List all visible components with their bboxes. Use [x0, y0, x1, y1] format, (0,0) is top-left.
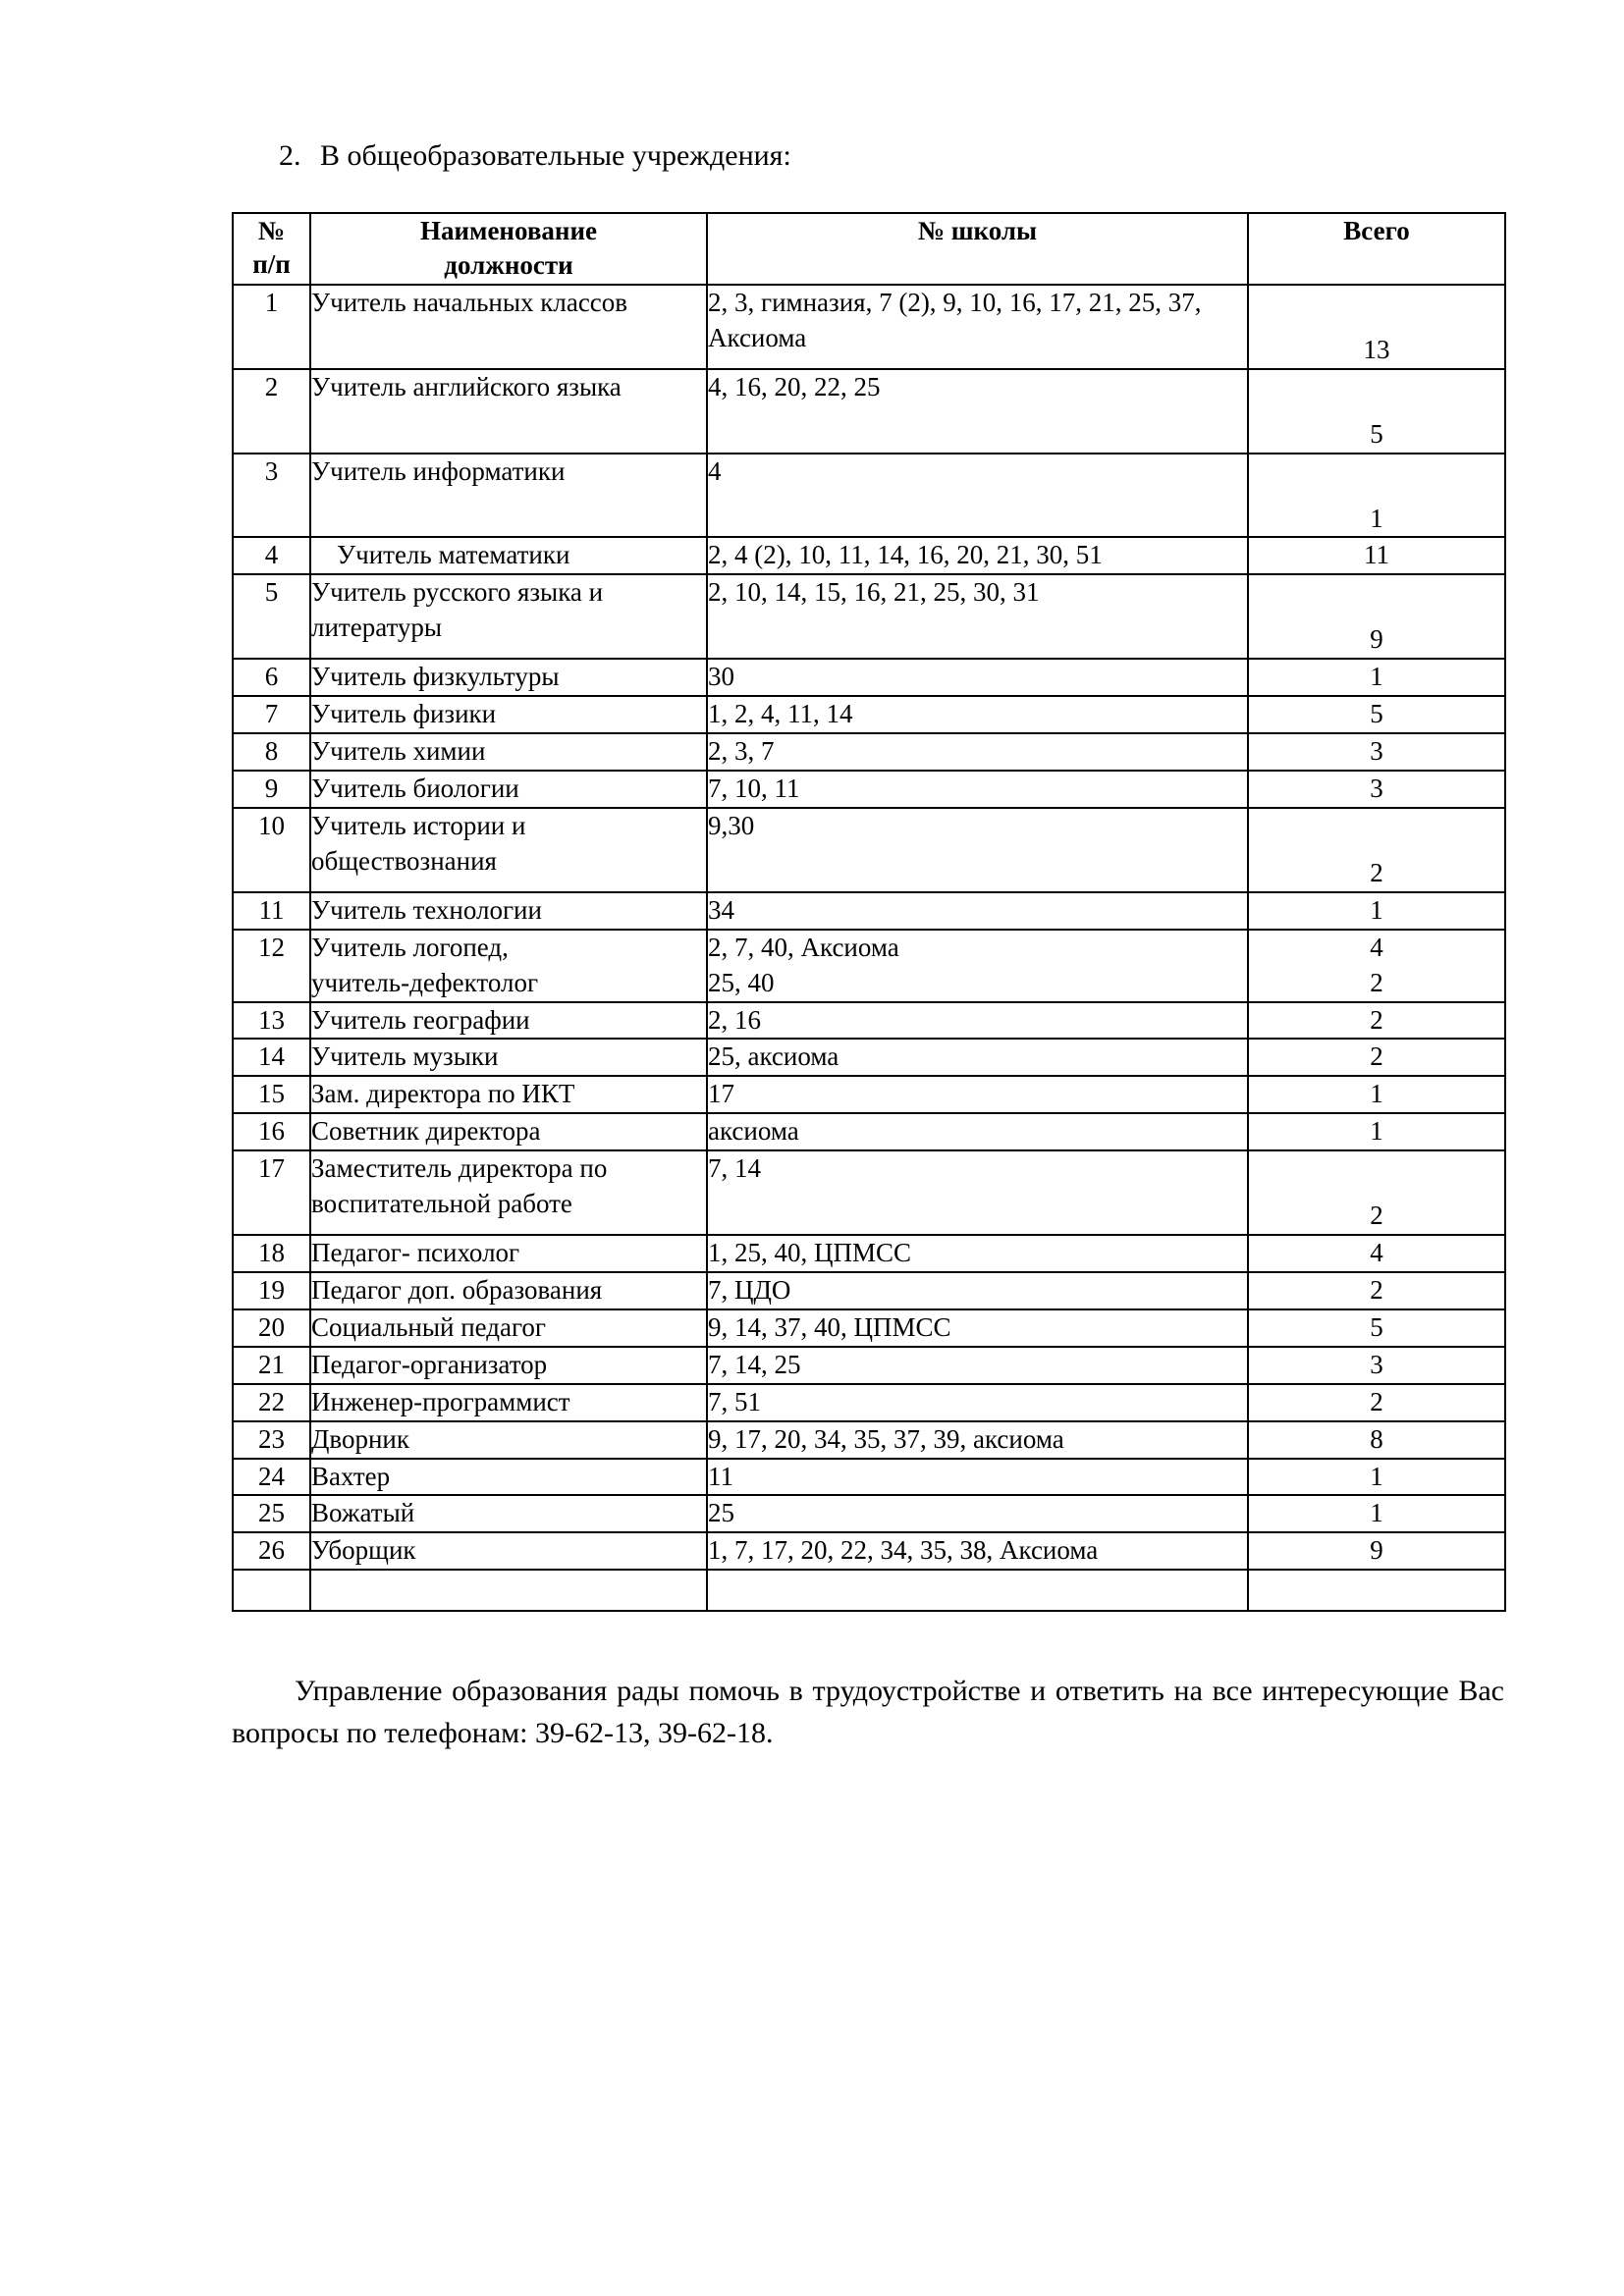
cell-position: Советник директора [310, 1113, 707, 1150]
cell-position: Учитель технологии [310, 892, 707, 930]
cell-school: 7, 14, 25 [707, 1347, 1248, 1384]
cell-position-line1: Учитель логопед, [311, 932, 509, 962]
table-row [233, 1459, 1505, 1496]
table-row [233, 537, 1505, 574]
cell-school [707, 1570, 1248, 1611]
cell-school: 9, 14, 37, 40, ЦПМСС [707, 1309, 1248, 1347]
section-heading [232, 137, 1504, 175]
cell-number: 3 [233, 454, 310, 538]
column-header-number [233, 213, 310, 285]
cell-school: 2, 10, 14, 15, 16, 21, 25, 30, 31 [707, 574, 1248, 659]
cell-number: 23 [233, 1421, 310, 1459]
cell-position: Педагог доп. образования [310, 1272, 707, 1309]
table-row [233, 1039, 1505, 1076]
cell-total: 1 [1248, 1113, 1505, 1150]
cell-school: 7, 14 [707, 1150, 1248, 1235]
cell-total: 13 [1248, 285, 1505, 369]
cell-position: Учитель начальных классов [310, 285, 707, 369]
cell-position-line2: учитель-дефектолог [311, 967, 539, 997]
column-header-total: Всего [1248, 213, 1505, 285]
cell-number: 15 [233, 1076, 310, 1113]
cell-school: 2, 16 [707, 1002, 1248, 1040]
cell-number: 6 [233, 659, 310, 696]
cell-number: 26 [233, 1532, 310, 1570]
table-row [233, 1235, 1505, 1272]
cell-number: 24 [233, 1459, 310, 1496]
cell-total: 2 [1248, 1384, 1505, 1421]
section-number: 2. [279, 139, 301, 172]
table-row [233, 1076, 1505, 1113]
cell-total [1248, 1570, 1505, 1611]
table-row [233, 285, 1505, 369]
section-title: В общеобразовательные учреждения: [320, 139, 791, 172]
cell-number: 14 [233, 1039, 310, 1076]
cell-position: Заместитель директора по воспитательной работе [310, 1150, 707, 1235]
cell-school: 4, 16, 20, 22, 25 [707, 369, 1248, 454]
cell-total: 2 [1248, 1002, 1505, 1040]
cell-school-line1: 2, 7, 40, Аксиома [708, 932, 899, 962]
cell-number: 2 [233, 369, 310, 454]
cell-number: 10 [233, 808, 310, 892]
cell-school: 2, 4 (2), 10, 11, 14, 16, 20, 21, 30, 51 [707, 537, 1248, 574]
cell-position: Уборщик [310, 1532, 707, 1570]
cell-total: 5 [1248, 369, 1505, 454]
cell-number: 19 [233, 1272, 310, 1309]
cell-number: 13 [233, 1002, 310, 1040]
cell-total: 9 [1248, 574, 1505, 659]
cell-total: 2 [1248, 1039, 1505, 1076]
cell-number: 16 [233, 1113, 310, 1150]
cell-position [310, 930, 707, 1002]
closing-paragraph: Управление образования рады помочь в трудоустройстве и ответить на все интересующие Вас вопросы по телефонам: 39-62-13, 39-62-18. [232, 1675, 1504, 1749]
cell-position: Учитель биологии [310, 771, 707, 808]
table-row [233, 574, 1505, 659]
cell-number: 1 [233, 285, 310, 369]
cell-school: 7, ЦДО [707, 1272, 1248, 1309]
cell-total: 3 [1248, 733, 1505, 771]
table-row [233, 696, 1505, 733]
cell-total: 1 [1248, 1495, 1505, 1532]
cell-total-line2: 2 [1370, 967, 1383, 997]
cell-school: 7, 51 [707, 1384, 1248, 1421]
cell-position: Дворник [310, 1421, 707, 1459]
cell-total: 3 [1248, 1347, 1505, 1384]
table-row [233, 892, 1505, 930]
cell-position: Учитель русского языка и литературы [310, 574, 707, 659]
cell-number: 7 [233, 696, 310, 733]
table-row [233, 1532, 1505, 1570]
cell-school: 17 [707, 1076, 1248, 1113]
cell-number: 5 [233, 574, 310, 659]
cell-total: 5 [1248, 1309, 1505, 1347]
cell-total [1248, 930, 1505, 1002]
cell-total: 1 [1248, 659, 1505, 696]
cell-number: 21 [233, 1347, 310, 1384]
cell-school: аксиома [707, 1113, 1248, 1150]
cell-number: 25 [233, 1495, 310, 1532]
table-row [233, 1421, 1505, 1459]
cell-school: 7, 10, 11 [707, 771, 1248, 808]
table-row [233, 454, 1505, 538]
column-header-position-line1: Наименование [420, 215, 597, 245]
cell-position: Вахтер [310, 1459, 707, 1496]
cell-school: 4 [707, 454, 1248, 538]
table-header-row [233, 213, 1505, 285]
cell-position: Учитель английского языка [310, 369, 707, 454]
cell-school: 1, 2, 4, 11, 14 [707, 696, 1248, 733]
cell-number: 4 [233, 537, 310, 574]
column-header-position-line2: должности [444, 250, 573, 281]
column-header-number-line2: п/п [252, 249, 291, 280]
document-content [232, 137, 1504, 1784]
cell-number: 17 [233, 1150, 310, 1235]
cell-school-line2: 25, 40 [708, 967, 775, 997]
cell-school: 2, 3, гимназия, 7 (2), 9, 10, 16, 17, 21, 25, 37, Аксиома [707, 285, 1248, 369]
table-row [233, 1272, 1505, 1309]
cell-position [310, 1570, 707, 1611]
cell-total: 1 [1248, 1076, 1505, 1113]
cell-total: 2 [1248, 1272, 1505, 1309]
cell-number: 20 [233, 1309, 310, 1347]
cell-school: 9, 17, 20, 34, 35, 37, 39, аксиома [707, 1421, 1248, 1459]
table-row [233, 733, 1505, 771]
cell-total: 4 [1248, 1235, 1505, 1272]
cell-school [707, 930, 1248, 1002]
cell-school: 1, 25, 40, ЦПМСС [707, 1235, 1248, 1272]
column-header-number-line1: № [257, 215, 286, 245]
cell-school: 9,30 [707, 808, 1248, 892]
cell-school: 11 [707, 1459, 1248, 1496]
table-row [233, 1150, 1505, 1235]
cell-position: Инженер-программист [310, 1384, 707, 1421]
cell-position: Учитель физкультуры [310, 659, 707, 696]
table-row [233, 1309, 1505, 1347]
cell-number: 11 [233, 892, 310, 930]
cell-school: 25 [707, 1495, 1248, 1532]
table-row [233, 930, 1505, 1002]
cell-position: Учитель информатики [310, 454, 707, 538]
vacancies-table [232, 212, 1506, 1613]
cell-total: 11 [1248, 537, 1505, 574]
cell-position: Педагог- психолог [310, 1235, 707, 1272]
cell-number: 12 [233, 930, 310, 1002]
cell-position: Учитель истории и обществознания [310, 808, 707, 892]
cell-position: Учитель химии [310, 733, 707, 771]
cell-school: 1, 7, 17, 20, 22, 34, 35, 38, Аксиома [707, 1532, 1248, 1570]
cell-number: 8 [233, 733, 310, 771]
cell-position: Педагог-организатор [310, 1347, 707, 1384]
table-row-empty [233, 1570, 1505, 1611]
cell-position: Учитель математики [310, 537, 707, 574]
cell-total: 3 [1248, 771, 1505, 808]
cell-total: 2 [1248, 808, 1505, 892]
table-row [233, 659, 1505, 696]
cell-position: Вожатый [310, 1495, 707, 1532]
cell-total: 8 [1248, 1421, 1505, 1459]
column-header-position [310, 213, 707, 285]
cell-total: 1 [1248, 892, 1505, 930]
cell-position: Учитель музыки [310, 1039, 707, 1076]
cell-school: 30 [707, 659, 1248, 696]
table-row [233, 369, 1505, 454]
table-body [233, 285, 1505, 1611]
cell-school: 34 [707, 892, 1248, 930]
cell-position: Социальный педагог [310, 1309, 707, 1347]
cell-position: Зам. директора по ИКТ [310, 1076, 707, 1113]
table-row [233, 1002, 1505, 1040]
table-row [233, 1384, 1505, 1421]
cell-total: 1 [1248, 454, 1505, 538]
column-header-school: № школы [707, 213, 1248, 285]
table-row [233, 771, 1505, 808]
cell-school: 2, 3, 7 [707, 733, 1248, 771]
cell-total-line1: 4 [1370, 932, 1383, 962]
table-row [233, 1113, 1505, 1150]
cell-total: 5 [1248, 696, 1505, 733]
cell-number: 22 [233, 1384, 310, 1421]
cell-number: 9 [233, 771, 310, 808]
table-row [233, 808, 1505, 892]
cell-total: 1 [1248, 1459, 1505, 1496]
table-header [233, 213, 1505, 285]
cell-number [233, 1570, 310, 1611]
cell-number: 18 [233, 1235, 310, 1272]
cell-total: 2 [1248, 1150, 1505, 1235]
table-row [233, 1495, 1505, 1532]
cell-total: 9 [1248, 1532, 1505, 1570]
cell-school: 25, аксиома [707, 1039, 1248, 1076]
cell-position: Учитель географии [310, 1002, 707, 1040]
cell-position: Учитель физики [310, 696, 707, 733]
table-row [233, 1347, 1505, 1384]
